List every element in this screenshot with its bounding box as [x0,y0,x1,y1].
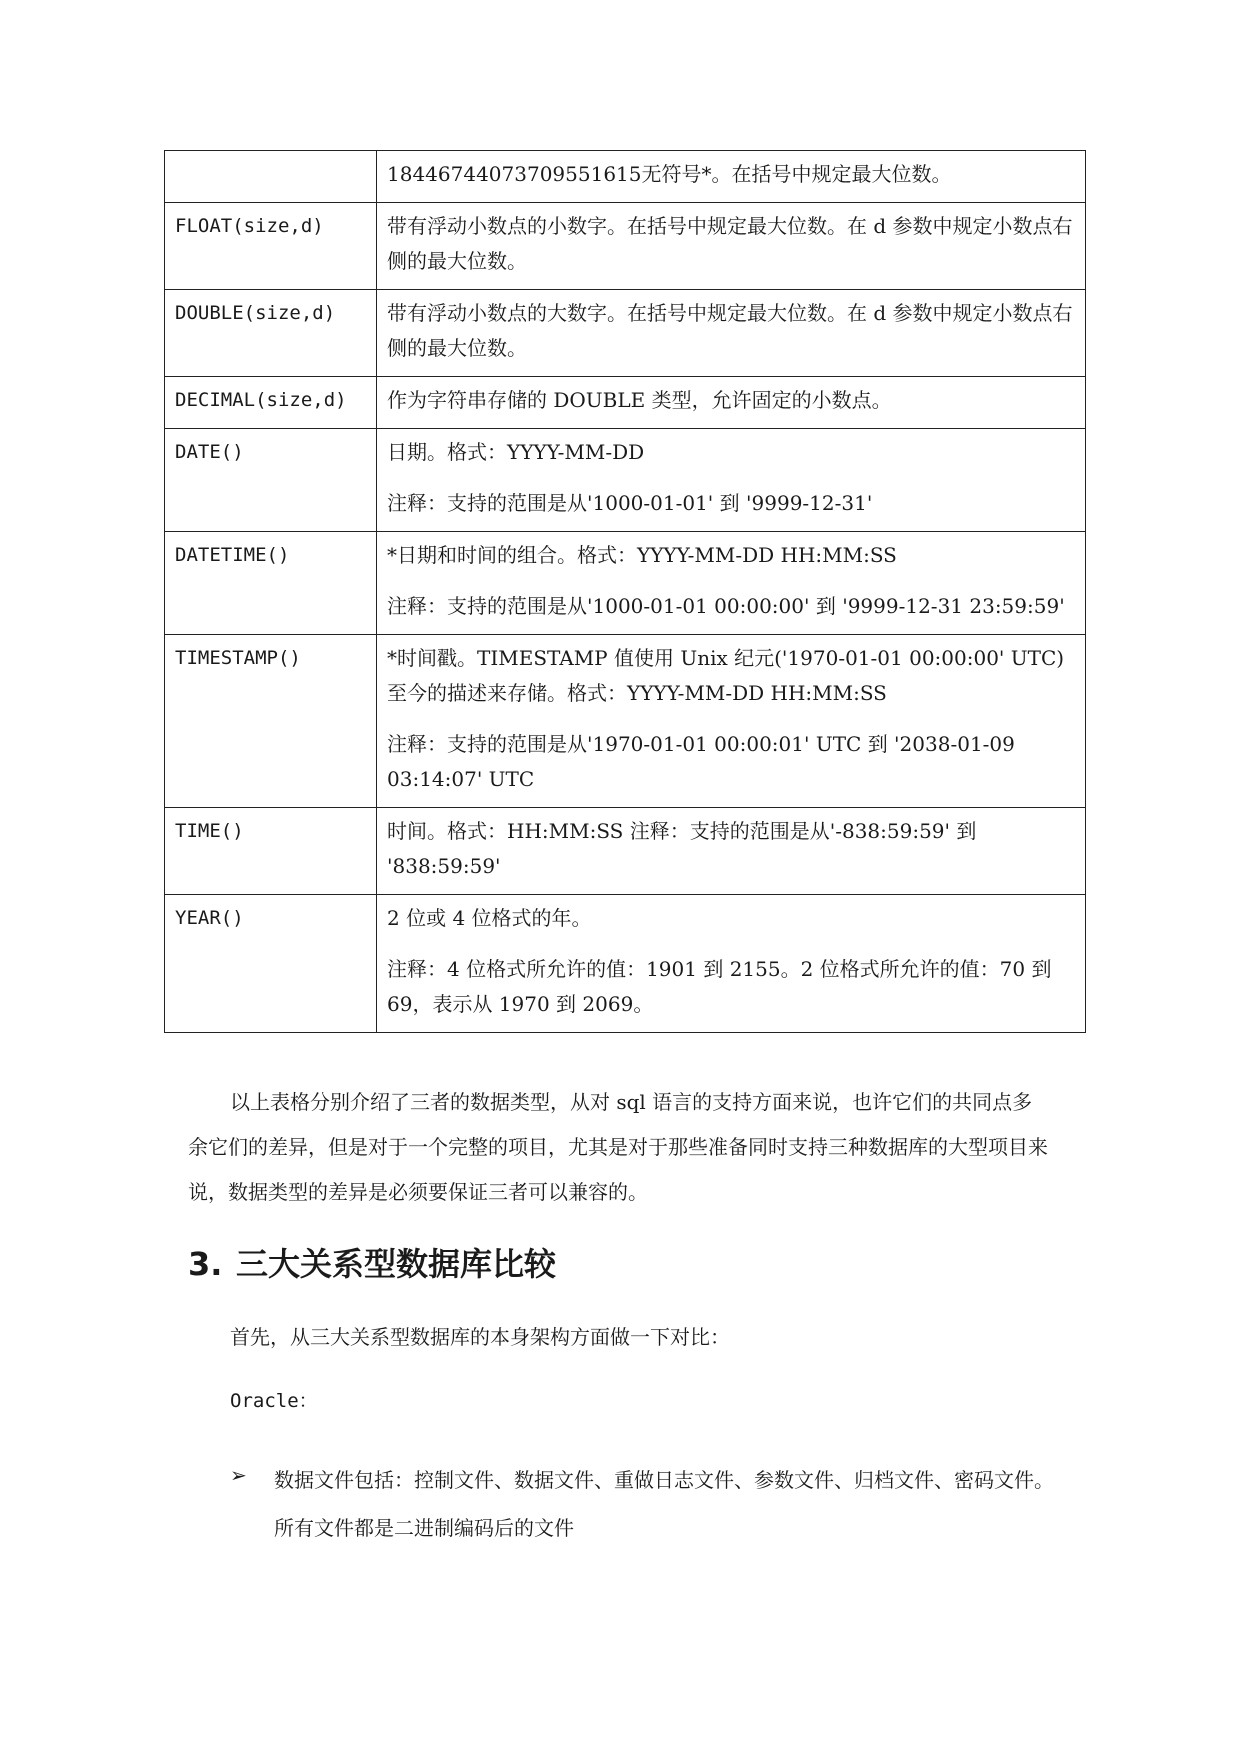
table-row [165,377,1086,429]
description-text: 注释：支持的范围是从'1000-01-01 00:00:00' 到 '9999-12-31 23:59:59' [387,594,1065,618]
table-body [165,151,1086,1033]
type-cell: DATETIME() [165,532,377,635]
description-text: *日期和时间的组合。格式：YYYY-MM-DD HH:MM:SS [387,543,897,567]
description-text: 注释：支持的范围是从'1000-01-01' 到 '9999-12-31' [387,491,873,515]
table-row [165,532,1086,635]
table-row [165,429,1086,532]
description-cell [377,151,1086,203]
data-types-table [164,150,1086,1033]
description-cell [377,635,1086,808]
description-text: 时间。格式：HH:MM:SS 注释：支持的范围是从'-838:59:59' 到 '838:59:59' [387,819,977,878]
description-cell [377,808,1086,895]
description-cell [377,290,1086,377]
section-heading [188,1240,556,1288]
type-cell [165,151,377,203]
description-text: *时间戳。TIMESTAMP 值使用 Unix 纪元('1970-01-01 00:00:00' UTC) 至今的描述来存储。格式：YYYY-MM-DD HH:MM:SS [387,646,1065,705]
description-cell [377,203,1086,290]
description-cell [377,429,1086,532]
table-row [165,635,1086,808]
description-text: 注释：支持的范围是从'1970-01-01 00:00:01' UTC 到 '2038-01-09 03:14:07' UTC [387,732,1015,791]
description-text: 作为字符串存储的 DOUBLE 类型，允许固定的小数点。 [387,388,892,412]
type-cell: TIME() [165,808,377,895]
oracle-label: Oracle： [230,1390,318,1412]
description-cell [377,377,1086,429]
table-row [165,203,1086,290]
section-title: 三大关系型数据库比较 [236,1245,557,1283]
table-row [165,895,1086,1033]
type-cell: DECIMAL(size,d) [165,377,377,429]
type-cell: YEAR() [165,895,377,1033]
type-cell: FLOAT(size,d) [165,203,377,290]
description-cell [377,895,1086,1033]
type-cell: TIMESTAMP() [165,635,377,808]
table-row [165,151,1086,203]
description-text: 18446744073709551615无符号*。在括号中规定最大位数。 [387,162,952,186]
table-row [165,808,1086,895]
type-cell: DOUBLE(size,d) [165,290,377,377]
summary-paragraph: 以上表格分别介绍了三者的数据类型，从对 sql 语言的支持方面来说，也许它们的共同点多余它们的差异，但是对于一个完整的项目，尤其是对于那些准备同时支持三种数据库的大型项目来说，数据类型的差异是必须要保证三者可以兼容的。 [188,1090,1048,1204]
description-cell [377,532,1086,635]
section-number: 3. [188,1245,223,1283]
description-text: 带有浮动小数点的大数字。在括号中规定最大位数。在 d 参数中规定小数点右侧的最大位数。 [387,301,1073,360]
description-text: 2 位或 4 位格式的年。 [387,906,592,930]
description-text: 注释：4 位格式所允许的值：1901 到 2155。2 位格式所允许的值：70 到 69，表示从 1970 到 2069。 [387,957,1052,1016]
table-row [165,290,1086,377]
description-text: 带有浮动小数点的小数字。在括号中规定最大位数。在 d 参数中规定小数点右侧的最大位数。 [387,214,1073,273]
arrow-bullet-icon: ➢ [230,1463,247,1487]
type-cell: DATE() [165,429,377,532]
bullet-text: 数据文件包括：控制文件、数据文件、重做日志文件、参数文件、归档文件、密码文件。所有文件都是二进制编码后的文件 [274,1468,1054,1540]
description-text: 日期。格式：YYYY-MM-DD [387,440,645,464]
intro-line: 首先，从三大关系型数据库的本身架构方面做一下对比： [230,1325,730,1349]
